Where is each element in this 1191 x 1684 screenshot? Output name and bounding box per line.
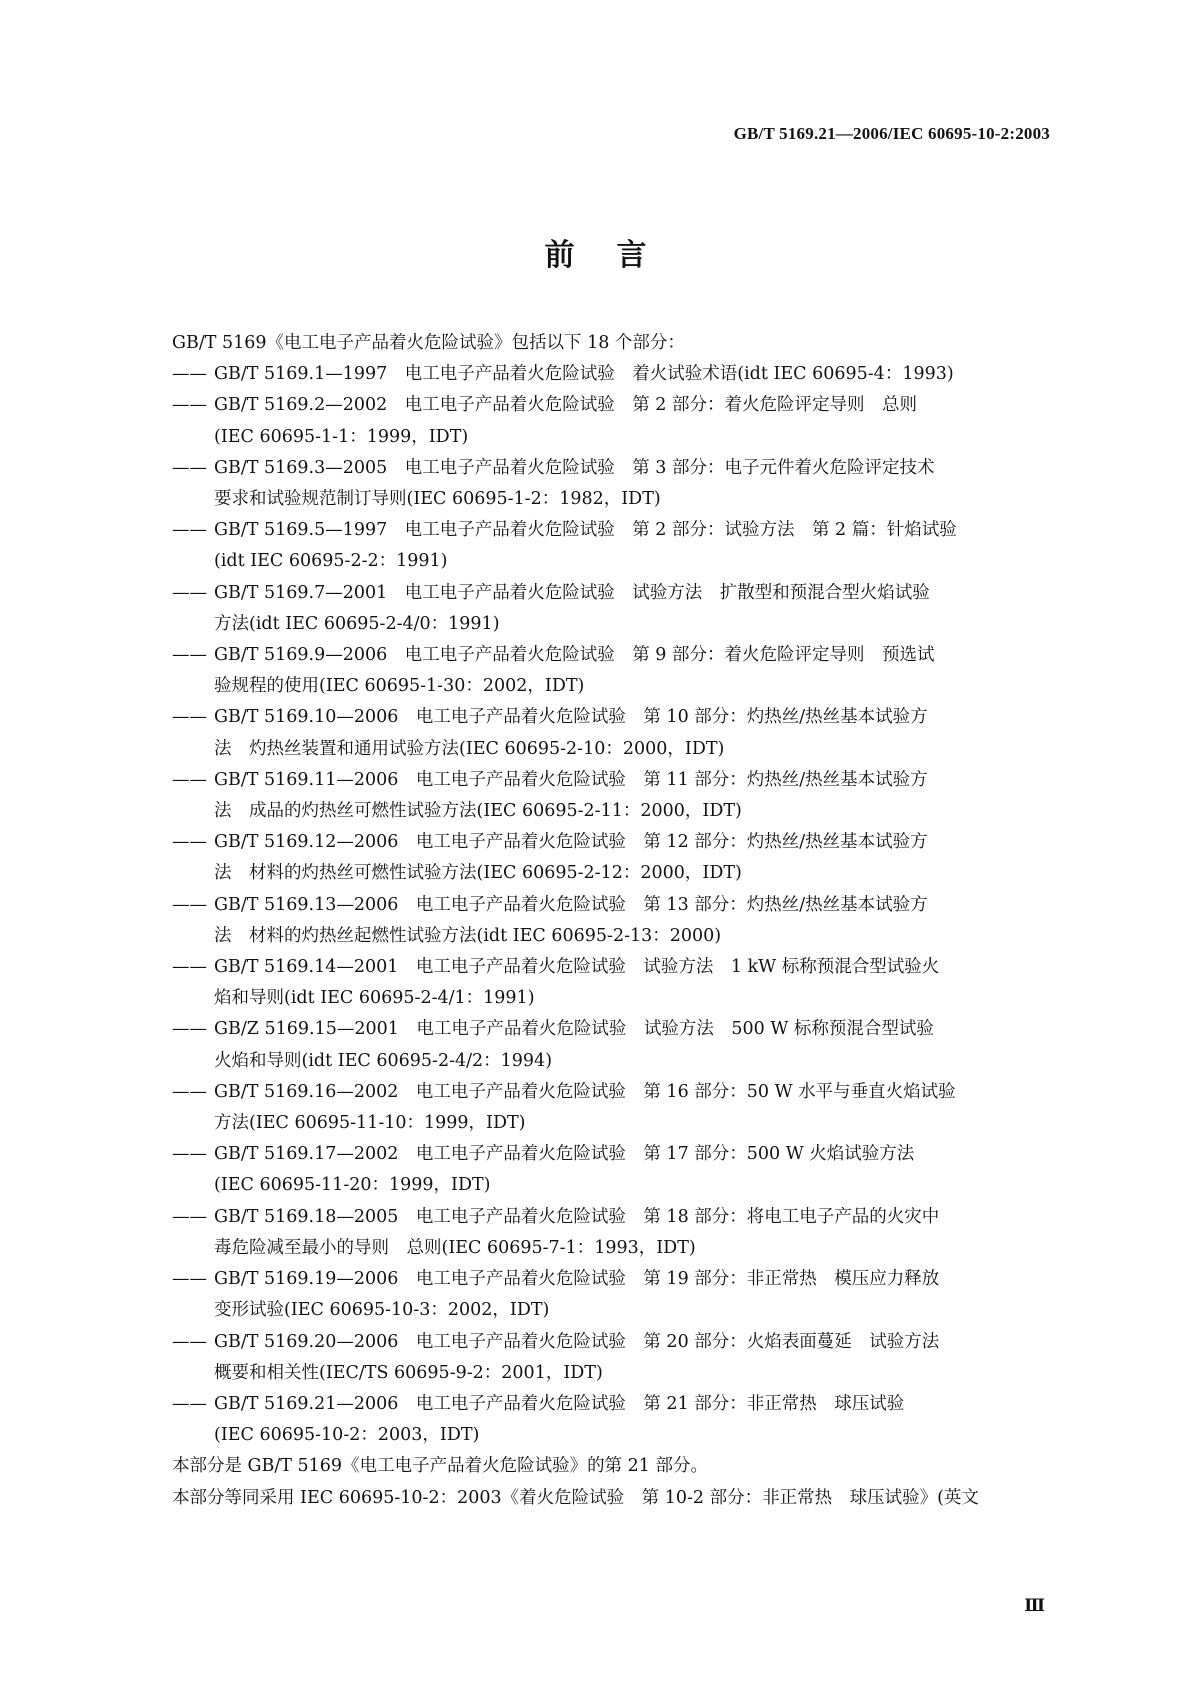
list-item-text: GB/T 5169.16—2002 电工电子产品着火危险试验 第 16 部分：50 W 水平与垂直火焰试验 xyxy=(214,1081,956,1102)
list-dash: —— xyxy=(172,1081,207,1102)
list-item-first-line xyxy=(172,390,1052,421)
list-item-text: 法 灼热丝装置和通用试验方法(IEC 60695-2-10：2000，IDT) xyxy=(214,738,725,759)
list-item-continuation-line xyxy=(172,671,1052,702)
list-item-continuation-line xyxy=(172,422,1052,453)
list-item-text: (idt IEC 60695-2-2：1991) xyxy=(214,551,448,572)
list-dash: —— xyxy=(172,1019,207,1040)
list-item-first-line xyxy=(172,1139,1052,1170)
list-item-text: GB/T 5169.18—2005 电工电子产品着火危险试验 第 18 部分：将电工电子产品的火灾中 xyxy=(214,1206,940,1227)
list-item-first-line xyxy=(172,765,1052,796)
foreword-body xyxy=(172,328,1052,1514)
list-item-text: (IEC 60695-10-2：2003，IDT) xyxy=(214,1425,480,1446)
closing-paragraph-2: 本部分等同采用 IEC 60695-10-2：2003《着火危险试验 第 10-2 部分：非正常热 球压试验》(英文 xyxy=(172,1487,979,1508)
list-item-text: GB/T 5169.11—2006 电工电子产品着火危险试验 第 11 部分：灼热丝/热丝基本试验方 xyxy=(214,769,928,790)
list-item-text: GB/T 5169.13—2006 电工电子产品着火危险试验 第 13 部分：灼热丝/热丝基本试验方 xyxy=(214,894,928,915)
list-item-first-line xyxy=(172,1202,1052,1233)
list-item-first-line xyxy=(172,702,1052,733)
list-dash: —— xyxy=(172,1206,207,1227)
list-item-text: 方法(idt IEC 60695-2-4/0：1991) xyxy=(214,613,500,634)
list-item xyxy=(172,1139,1052,1201)
page-title: 前言 xyxy=(544,238,689,273)
list-dash: —— xyxy=(172,707,207,728)
list-dash: —— xyxy=(172,1269,207,1290)
list-item-first-line xyxy=(172,1077,1052,1108)
list-item xyxy=(172,702,1052,764)
list-item xyxy=(172,827,1052,889)
list-item-continuation-line xyxy=(172,1420,1052,1451)
list-item-first-line xyxy=(172,578,1052,609)
list-dash: —— xyxy=(172,520,207,541)
list-dash: —— xyxy=(172,582,207,603)
list-item-first-line xyxy=(172,359,1052,390)
list-item-text: GB/T 5169.14—2001 电工电子产品着火危险试验 试验方法 1 kW 标称预混合型试验火 xyxy=(214,957,940,978)
list-item-continuation-line xyxy=(172,1295,1052,1326)
list-item-continuation-line xyxy=(172,609,1052,640)
list-item xyxy=(172,1202,1052,1264)
list-item-text: GB/Z 5169.15—2001 电工电子产品着火危险试验 试验方法 500 W 标称预混合型试验 xyxy=(214,1019,934,1040)
list-item-text: GB/T 5169.17—2002 电工电子产品着火危险试验 第 17 部分：500 W 火焰试验方法 xyxy=(214,1144,915,1165)
list-item-text: GB/T 5169.20—2006 电工电子产品着火危险试验 第 20 部分：火焰表面蔓延 试验方法 xyxy=(214,1331,940,1352)
list-item-text: GB/T 5169.12—2006 电工电子产品着火危险试验 第 12 部分：灼热丝/热丝基本试验方 xyxy=(214,832,928,853)
list-item-first-line xyxy=(172,1327,1052,1358)
list-item-text: GB/T 5169.21—2006 电工电子产品着火危险试验 第 21 部分：非正常热 球压试验 xyxy=(214,1393,905,1414)
list-item-text: 法 材料的灼热丝起燃性试验方法(idt IEC 60695-2-13：2000) xyxy=(214,925,722,946)
list-item xyxy=(172,578,1052,640)
list-item-first-line xyxy=(172,1014,1052,1045)
list-item-text: 变形试验(IEC 60695-10-3：2002，IDT) xyxy=(214,1300,550,1321)
list-item-first-line xyxy=(172,827,1052,858)
list-dash: —— xyxy=(172,1331,207,1352)
list-item-text: 法 成品的灼热丝可燃性试验方法(IEC 60695-2-11：2000，IDT) xyxy=(214,801,742,822)
list-item-text: (IEC 60695-1-1：1999，IDT) xyxy=(214,426,469,447)
list-item-continuation-line xyxy=(172,734,1052,765)
list-item-text: 验规程的使用(IEC 60695-1-30：2002，IDT) xyxy=(214,676,585,697)
list-item xyxy=(172,1014,1052,1076)
list-item-text: (IEC 60695-11-20：1999，IDT) xyxy=(214,1175,491,1196)
intro-paragraph: GB/T 5169《电工电子产品着火危险试验》包括以下 18 个部分： xyxy=(172,333,685,353)
list-item-first-line xyxy=(172,890,1052,921)
list-item xyxy=(172,890,1052,952)
list-item xyxy=(172,640,1052,702)
list-dash: —— xyxy=(172,457,207,478)
list-dash: —— xyxy=(172,894,207,915)
list-item xyxy=(172,515,1052,577)
list-item-text: GB/T 5169.2—2002 电工电子产品着火危险试验 第 2 部分：着火危险评定导则 总则 xyxy=(214,395,917,416)
list-dash: —— xyxy=(172,832,207,853)
list-item xyxy=(172,765,1052,827)
list-item-continuation-line xyxy=(172,796,1052,827)
list-item-text: GB/T 5169.19—2006 电工电子产品着火危险试验 第 19 部分：非正常热 模压应力释放 xyxy=(214,1269,940,1290)
list-item-first-line xyxy=(172,952,1052,983)
list-item-continuation-line xyxy=(172,1233,1052,1264)
list-item-text: 法 材料的灼热丝可燃性试验方法(IEC 60695-2-12：2000，IDT) xyxy=(214,863,742,884)
list-dash: —— xyxy=(172,395,207,416)
list-item-continuation-line xyxy=(172,484,1052,515)
list-item-text: GB/T 5169.10—2006 电工电子产品着火危险试验 第 10 部分：灼热丝/热丝基本试验方 xyxy=(214,707,928,728)
list-dash: —— xyxy=(172,1393,207,1414)
list-item-first-line xyxy=(172,1264,1052,1295)
list-item-text: 火焰和导则(idt IEC 60695-2-4/2：1994) xyxy=(214,1050,553,1071)
list-dash: —— xyxy=(172,769,207,790)
list-item-text: GB/T 5169.7—2001 电工电子产品着火危险试验 试验方法 扩散型和预混合型火焰试验 xyxy=(214,582,930,603)
list-item xyxy=(172,1077,1052,1139)
list-item-continuation-line xyxy=(172,858,1052,889)
list-item-first-line xyxy=(172,640,1052,671)
list-item-continuation-line xyxy=(172,983,1052,1014)
list-item-text: 焰和导则(idt IEC 60695-2-4/1：1991) xyxy=(214,988,535,1009)
list-item-text: GB/T 5169.1—1997 电工电子产品着火危险试验 着火试验术语(idt IEC 60695-4：1993) xyxy=(214,364,954,385)
list-item xyxy=(172,1264,1052,1326)
list-dash: —— xyxy=(172,364,207,385)
list-item-text: 要求和试验规范制订导则(IEC 60695-1-2：1982，IDT) xyxy=(214,489,661,510)
list-item-text: 毒危险减至最小的导则 总则(IEC 60695-7-1：1993，IDT) xyxy=(214,1237,696,1258)
list-item-first-line xyxy=(172,1389,1052,1420)
list-item-text: GB/T 5169.5—1997 电工电子产品着火危险试验 第 2 部分：试验方法 第 2 篇：针焰试验 xyxy=(214,520,957,541)
list-item xyxy=(172,453,1052,515)
document-code-header: GB/T 5169.21—2006/IEC 60695-10-2:2003 xyxy=(733,124,1050,143)
list-item-continuation-line xyxy=(172,1358,1052,1389)
list-dash: —— xyxy=(172,645,207,666)
page-number: Ⅲ xyxy=(1024,1596,1045,1615)
list-dash: —— xyxy=(172,1144,207,1165)
list-item-continuation-line xyxy=(172,1170,1052,1201)
list-item-text: GB/T 5169.3—2005 电工电子产品着火危险试验 第 3 部分：电子元件着火危险评定技术 xyxy=(214,457,935,478)
list-item-continuation-line xyxy=(172,921,1052,952)
list-item-text: GB/T 5169.9—2006 电工电子产品着火危险试验 第 9 部分：着火危险评定导则 预选试 xyxy=(214,645,935,666)
list-item-continuation-line xyxy=(172,546,1052,577)
list-item xyxy=(172,1389,1052,1451)
list-item-continuation-line xyxy=(172,1046,1052,1077)
list-item-first-line xyxy=(172,515,1052,546)
list-dash: —— xyxy=(172,957,207,978)
list-item xyxy=(172,359,1052,390)
list-item-text: 概要和相关性(IEC/TS 60695-9-2：2001，IDT) xyxy=(214,1362,603,1383)
standards-list xyxy=(172,359,1052,1451)
list-item xyxy=(172,1327,1052,1389)
list-item-text: 方法(IEC 60695-11-10：1999，IDT) xyxy=(214,1113,526,1134)
list-item xyxy=(172,390,1052,452)
list-item-first-line xyxy=(172,453,1052,484)
closing-paragraph-1: 本部分是 GB/T 5169《电工电子产品着火危险试验》的第 21 部分。 xyxy=(172,1456,708,1477)
list-item-continuation-line xyxy=(172,1108,1052,1139)
list-item xyxy=(172,952,1052,1014)
